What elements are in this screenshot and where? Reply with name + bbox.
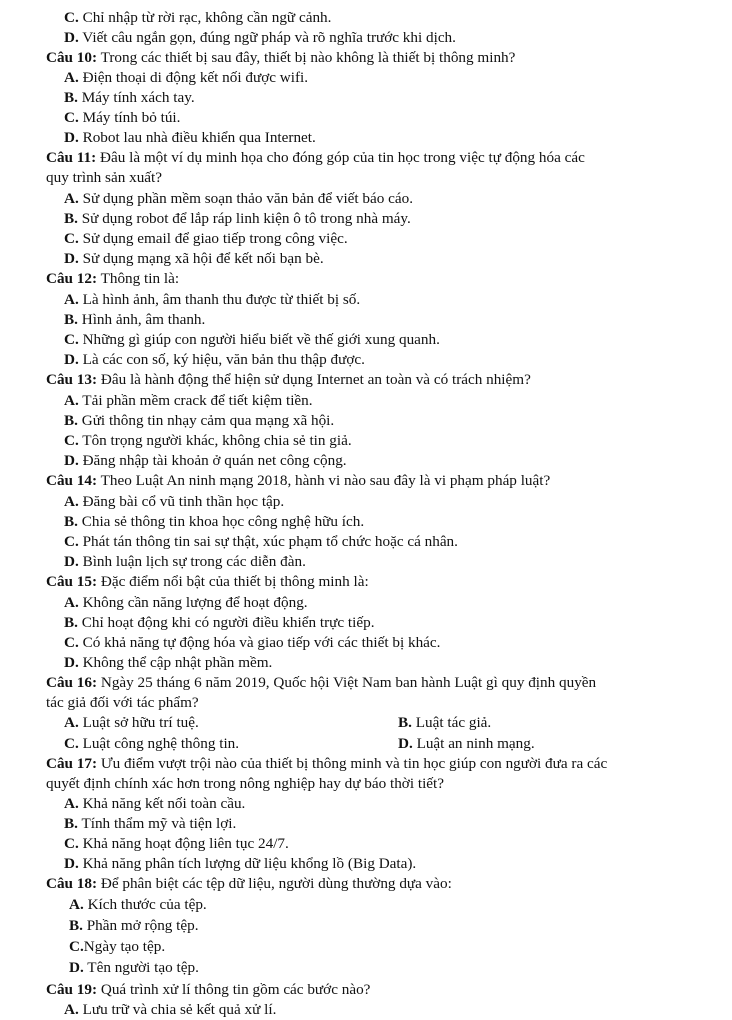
option-c: C. Những gì giúp con người hiểu biết về thế giới xung quanh.	[64, 331, 440, 348]
option-a: A. Kích thước của tệp.	[69, 896, 207, 913]
question-11-continued: quy trình sản xuất?	[46, 169, 162, 186]
option-b: B. Máy tính xách tay.	[64, 89, 195, 106]
option-d: D. Là các con số, ký hiệu, văn bản thu thập được.	[64, 351, 365, 368]
option-a: A. Là hình ảnh, âm thanh thu được từ thiết bị số.	[64, 291, 361, 308]
option-a: A. Điện thoại di động kết nối được wifi.	[64, 69, 309, 86]
option-b: B. Tính thẩm mỹ và tiện lợi.	[64, 815, 237, 832]
option-a: A. Luật sở hữu trí tuệ.	[64, 714, 199, 731]
option-c: C. Tôn trọng người khác, không chia sẻ tin giả.	[64, 432, 352, 449]
option-b: B. Sử dụng robot để lắp ráp linh kiện ô tô trong nhà máy.	[64, 210, 411, 227]
question-17: Câu 17: Ưu điểm vượt trội nào của thiết bị thông minh và tin học giúp con người đưa ra các	[46, 755, 608, 772]
option-d: D. Sử dụng mạng xã hội để kết nối bạn bè.	[64, 250, 324, 267]
option-d: D. Đăng nhập tài khoản ở quán net công cộng.	[64, 452, 347, 469]
option-b: B. Gửi thông tin nhạy cảm qua mạng xã hội.	[64, 412, 335, 429]
option-c: C. Luật công nghệ thông tin.	[64, 735, 240, 752]
option-d: D. Luật an ninh mạng.	[398, 735, 535, 752]
question-17-continued: quyết định chính xác hơn trong nông nghiệp hay dự báo thời tiết?	[46, 775, 444, 792]
option-d: D. Bình luận lịch sự trong các diễn đàn.	[64, 553, 306, 570]
option-c: C.Ngày tạo tệp.	[69, 938, 166, 955]
option-d: D. Tên người tạo tệp.	[69, 959, 199, 976]
question-16: Câu 16: Ngày 25 tháng 6 năm 2019, Quốc hội Việt Nam ban hành Luật gì quy định quyền	[46, 674, 597, 691]
option-c: C. Khả năng hoạt động liên tục 24/7.	[64, 835, 289, 852]
option-d: D. Robot lau nhà điều khiển qua Internet.	[64, 129, 316, 146]
option-a: A. Khả năng kết nối toàn cầu.	[64, 795, 246, 812]
question-11: Câu 11: Đâu là một ví dụ minh họa cho đóng góp của tin học trong việc tự động hóa các	[46, 149, 585, 166]
option-c: C. Có khả năng tự động hóa và giao tiếp với các thiết bị khác.	[64, 634, 441, 651]
option-a: A. Đăng bài cổ vũ tinh thần học tập.	[64, 493, 285, 510]
option-b: B. Luật tác giả.	[398, 714, 492, 731]
option-d: D. Viết câu ngắn gọn, đúng ngữ pháp và rõ nghĩa trước khi dịch.	[64, 29, 456, 46]
option-b: B. Hình ảnh, âm thanh.	[64, 311, 206, 328]
question-16-continued: tác giả đối với tác phẩm?	[46, 694, 199, 711]
option-c: C. Phát tán thông tin sai sự thật, xúc phạm tổ chức hoặc cá nhân.	[64, 533, 458, 550]
option-a: A. Sử dụng phần mềm soạn thảo văn bản để viết báo cáo.	[64, 190, 414, 207]
option-c: C. Chỉ nhập từ rời rạc, không cần ngữ cảnh.	[64, 9, 332, 26]
option-b: B. Phần mở rộng tệp.	[69, 917, 199, 934]
option-a: A. Tải phần mềm crack để tiết kiệm tiền.	[64, 392, 313, 409]
question-10: Câu 10: Trong các thiết bị sau đây, thiết bị nào không là thiết bị thông minh?	[46, 49, 516, 66]
option-b: B. Chia sẻ thông tin khoa học công nghệ hữu ích.	[64, 513, 365, 530]
option-b: B. Chỉ hoạt động khi có người điều khiển trực tiếp.	[64, 614, 375, 631]
option-d: D. Không thể cập nhật phần mềm.	[64, 654, 273, 671]
option-d: D. Khả năng phân tích lượng dữ liệu khổng lồ (Big Data).	[64, 855, 417, 872]
question-19: Câu 19: Quá trình xử lí thông tin gồm các bước nào?	[46, 981, 371, 998]
option-a: A. Lưu trữ và chia sẻ kết quả xử lí.	[64, 1001, 277, 1018]
option-c: C. Sử dụng email để giao tiếp trong công việc.	[64, 230, 348, 247]
option-c: C. Máy tính bỏ túi.	[64, 109, 181, 126]
question-12: Câu 12: Thông tin là:	[46, 270, 180, 287]
option-a: A. Không cần năng lượng để hoạt động.	[64, 594, 308, 611]
question-18: Câu 18: Để phân biệt các tệp dữ liệu, người dùng thường dựa vào:	[46, 875, 452, 892]
question-15: Câu 15: Đặc điểm nổi bật của thiết bị thông minh là:	[46, 573, 369, 590]
question-14: Câu 14: Theo Luật An ninh mạng 2018, hành vi nào sau đây là vi phạm pháp luật?	[46, 472, 551, 489]
question-13: Câu 13: Đâu là hành động thể hiện sử dụng Internet an toàn và có trách nhiệm?	[46, 371, 531, 388]
